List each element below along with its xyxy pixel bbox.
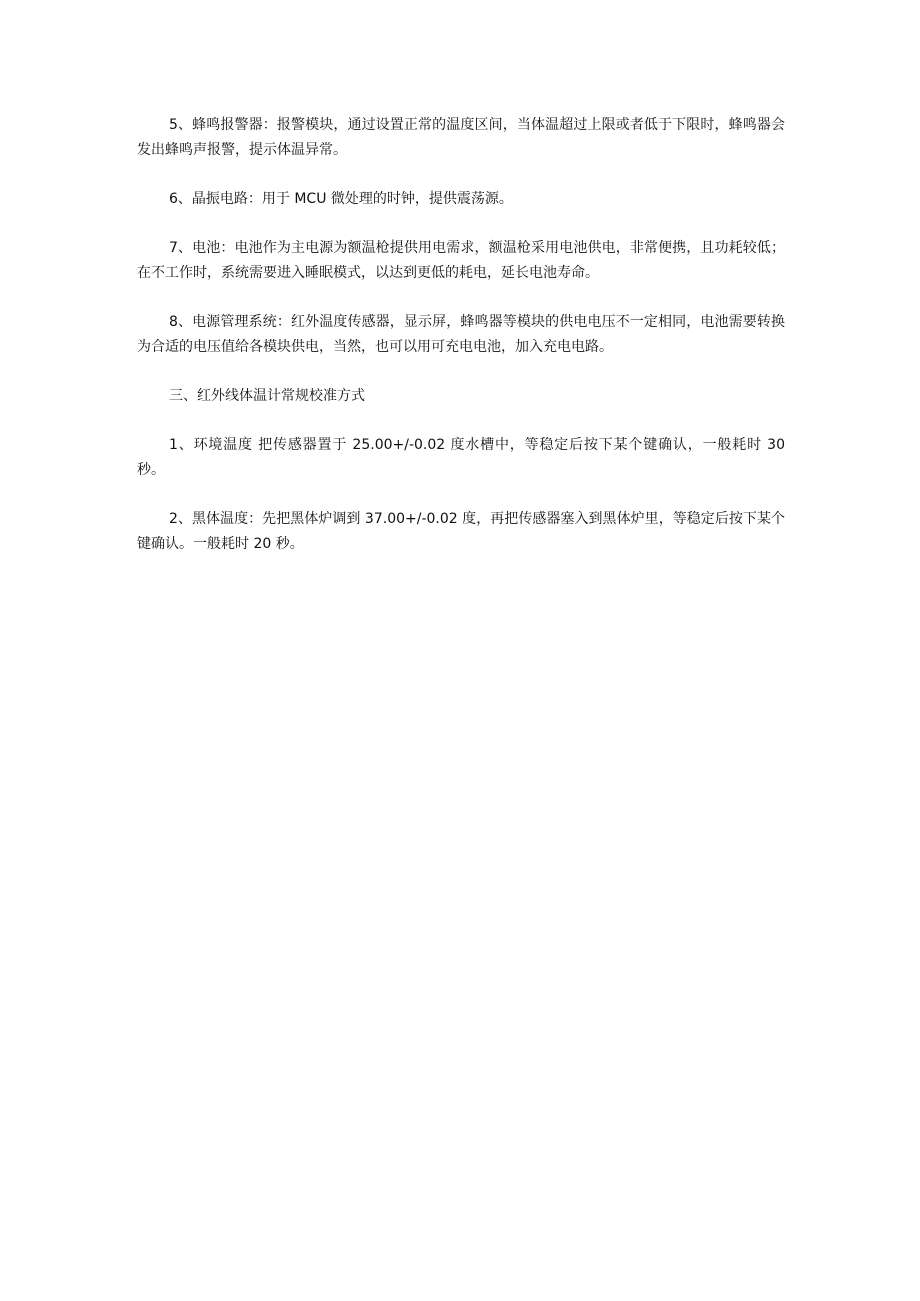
section-heading-calibration: 三、红外线体温计常规校准方式 [169,388,365,404]
paragraph-battery: 7、电池：电池作为主电源为额温枪提供用电需求，额温枪采用电池供电，非常便携，且功耗较低；在不工作时，系统需要进入睡眠模式，以达到更低的耗电，延长电池寿命。 [137,240,785,281]
paragraph-power-management: 8、电源管理系统：红外温度传感器，显示屏，蜂鸣器等模块的供电电压不一定相同，电池需要转换为合适的电压值给各模块供电，当然，也可以用可充电电池，加入充电电路。 [137,314,785,355]
document-body [137,113,785,581]
paragraph-crystal-oscillator: 6、晶振电路：用于 MCU 微处理的时钟，提供震荡源。 [169,191,513,207]
paragraph-ambient-temperature: 1、环境温度 把传感器置于 25.00+/-0.02 度水槽中，等稳定后按下某个键确认，一般耗时 30 秒。 [137,437,785,478]
paragraph-blackbody-temperature: 2、黑体温度：先把黑体炉调到 37.00+/-0.02 度，再把传感器塞入到黑体炉里，等稳定后按下某个键确认。一般耗时 20 秒。 [137,511,785,552]
paragraph-buzzer-alarm: 5、蜂鸣报警器：报警模块，通过设置正常的温度区间，当体温超过上限或者低于下限时，蜂鸣器会发出蜂鸣声报警，提示体温异常。 [137,117,785,158]
